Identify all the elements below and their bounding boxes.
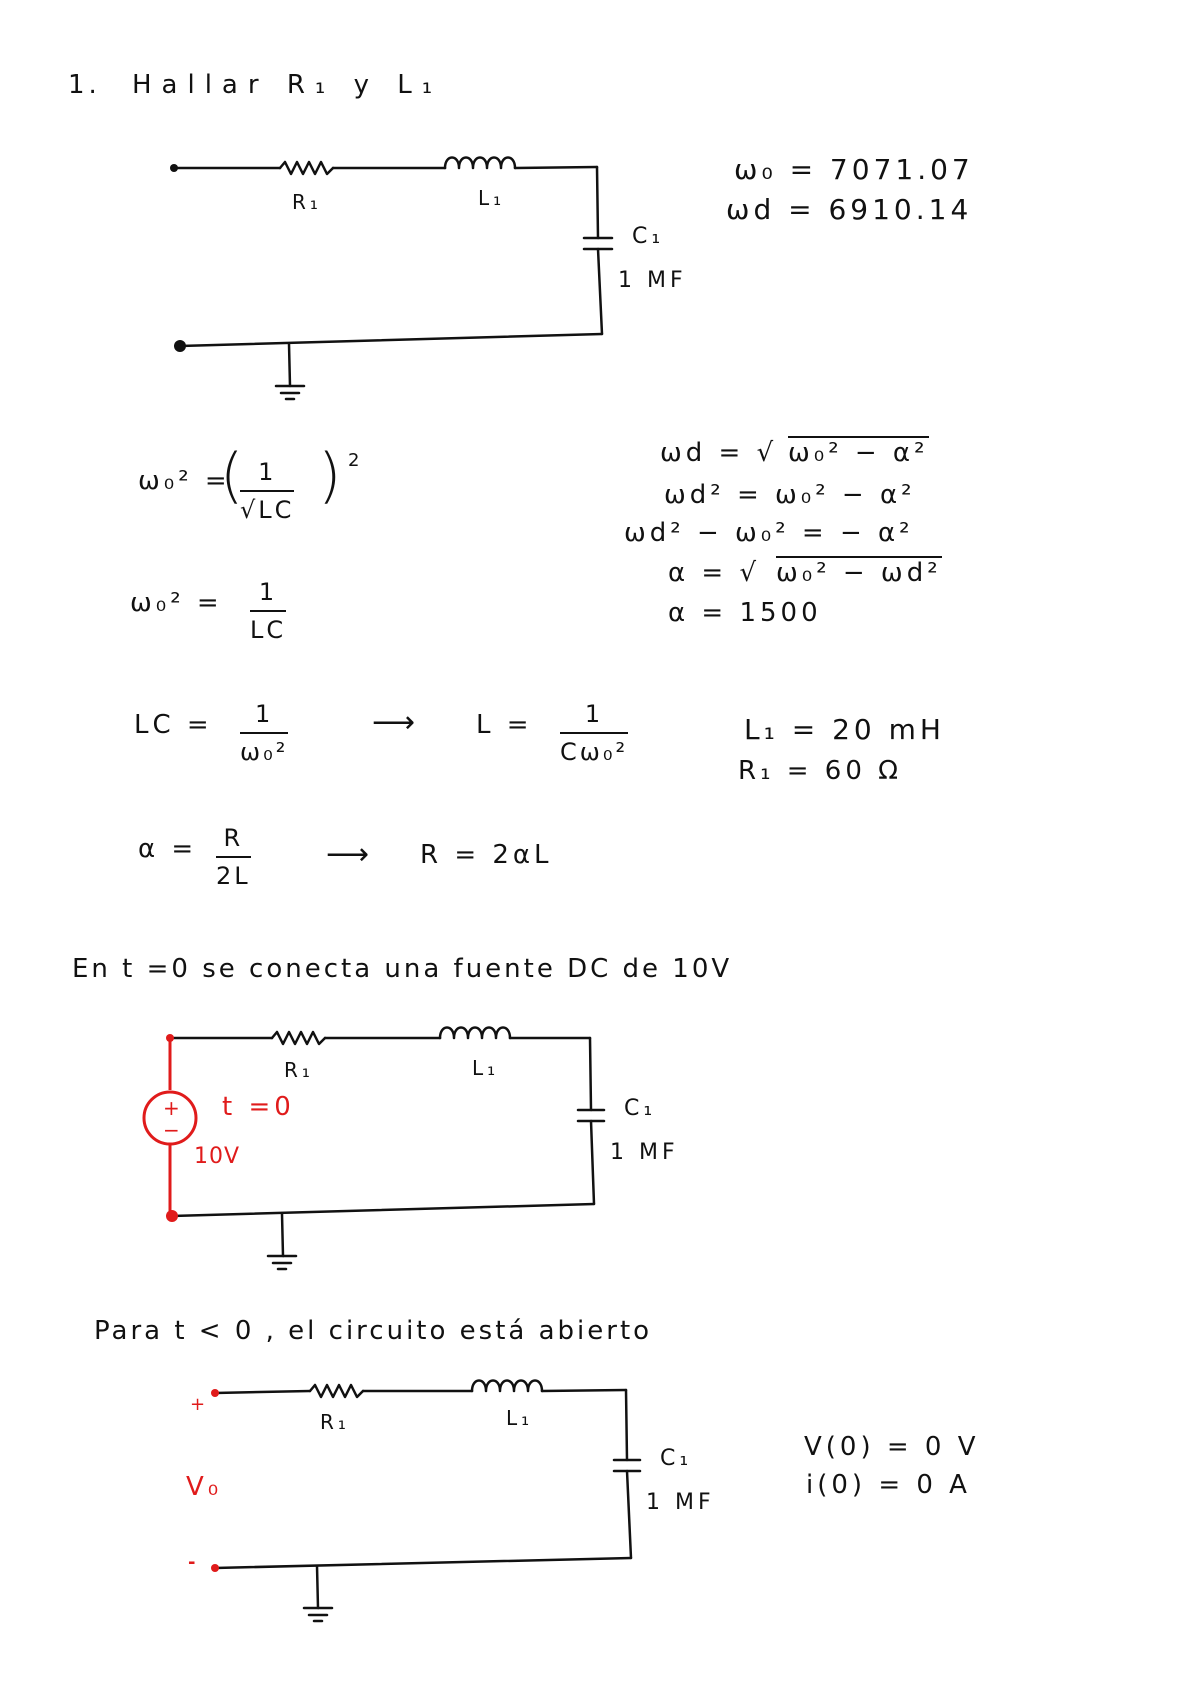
- eq1-lhs: ω₀² =: [138, 466, 231, 496]
- r4-radicand: ω₀² − ωd²: [776, 558, 942, 588]
- circuit-3-inductor: [472, 1381, 542, 1392]
- circuit-1-capacitor-label: C₁: [632, 224, 665, 249]
- circuit-2-source-minus: −: [163, 1118, 180, 1142]
- circuit-3-wire-top-left: [215, 1391, 310, 1393]
- circuit-3-capacitor-label: C₁: [660, 1446, 693, 1471]
- eq5-numerator: R: [216, 824, 251, 858]
- circuit-3-capacitor-value: 1 MF: [646, 1490, 715, 1515]
- circuit-3-wire-top-right: [542, 1390, 626, 1391]
- circuit-3-ground-wire: [317, 1566, 318, 1608]
- initial-voltage: V(0) = 0 V: [804, 1432, 980, 1462]
- r1-radicand: ω₀² − α²: [788, 438, 929, 468]
- circuit-2-capacitor-value: 1 MF: [610, 1140, 679, 1165]
- eq2-denominator: LC: [250, 616, 287, 644]
- initial-current: i(0) = 0 A: [806, 1470, 971, 1500]
- circuit-3-vo-label: V₀: [186, 1472, 223, 1502]
- r4-lhs: α = √: [668, 558, 761, 588]
- circuit-1-resistor-label: R₁: [292, 190, 322, 214]
- circuit-2-source-value: 10V: [194, 1144, 241, 1169]
- eq2-numerator: 1: [250, 578, 286, 612]
- circuit-3-resistor: [310, 1385, 363, 1397]
- circuit-1-capacitor-value: 1 MF: [618, 268, 687, 293]
- r5: α = 1500: [668, 598, 822, 628]
- section-2-text: En t =0 se conecta una fuente DC de 10V: [72, 954, 733, 984]
- given-w0: ω₀ = 7071.07: [734, 153, 974, 186]
- section-3-text: Para t < 0 , el circuito está abierto: [94, 1316, 653, 1346]
- circuit-1-inductor-label: L₁: [478, 186, 506, 210]
- arrow-2: ⟶: [326, 837, 370, 872]
- circuit-3-wire-bottom: [215, 1558, 631, 1568]
- result-R1: R₁ = 60 Ω: [738, 756, 903, 786]
- eq4-lhs: L =: [476, 710, 533, 740]
- circuit-3-wire-right-bottom: [627, 1471, 631, 1558]
- r2: ωd² = ω₀² − α²: [664, 480, 916, 510]
- eq1-numerator: 1: [240, 458, 294, 492]
- circuit-2-switch-label: t =0: [222, 1092, 295, 1122]
- eq2-lhs: ω₀² =: [130, 588, 223, 618]
- circuit-3-resistor-label: R₁: [320, 1410, 350, 1434]
- result-L1: L₁ = 20 mH: [744, 713, 945, 746]
- eq6: R = 2αL: [420, 840, 553, 870]
- circuit-3-minus: -: [188, 1552, 196, 1573]
- eq1-paren-open: (: [220, 441, 244, 511]
- given-wd: ωd = 6910.14: [726, 193, 973, 226]
- eq3-denominator: ω₀²: [240, 738, 289, 766]
- problem-statement: Hallar R₁ y L₁: [132, 70, 443, 100]
- eq1-paren-close: ): [318, 441, 342, 511]
- circuit-3-inductor-label: L₁: [506, 1406, 534, 1430]
- eq5-denominator: 2L: [216, 862, 251, 890]
- arrow-1: ⟶: [372, 705, 416, 740]
- circuit-2-inductor-label: L₁: [472, 1056, 500, 1080]
- eq4-denominator: Cω₀²: [560, 738, 629, 766]
- eq3-lhs: LC =: [134, 710, 213, 740]
- r1-lhs: ωd = √: [660, 438, 778, 468]
- eq5-lhs: α =: [138, 834, 198, 864]
- circuit-2-source-plus: +: [163, 1096, 180, 1120]
- eq4-numerator: 1: [560, 700, 628, 734]
- eq1-exponent: 2: [348, 450, 364, 471]
- circuit-2-resistor-label: R₁: [284, 1058, 314, 1082]
- eq1-denominator: √LC: [240, 496, 295, 524]
- circuit-3-terminal-bottom: [211, 1564, 219, 1572]
- circuit-3-terminal-top: [211, 1389, 219, 1397]
- eq3-numerator: 1: [240, 700, 288, 734]
- circuit-3-wire-right-top: [626, 1390, 627, 1460]
- problem-number: 1.: [68, 70, 101, 100]
- circuit-3-plus: +: [190, 1394, 206, 1415]
- circuit-2-capacitor-label: C₁: [624, 1096, 657, 1121]
- r3: ωd² − ω₀² = − α²: [624, 518, 914, 548]
